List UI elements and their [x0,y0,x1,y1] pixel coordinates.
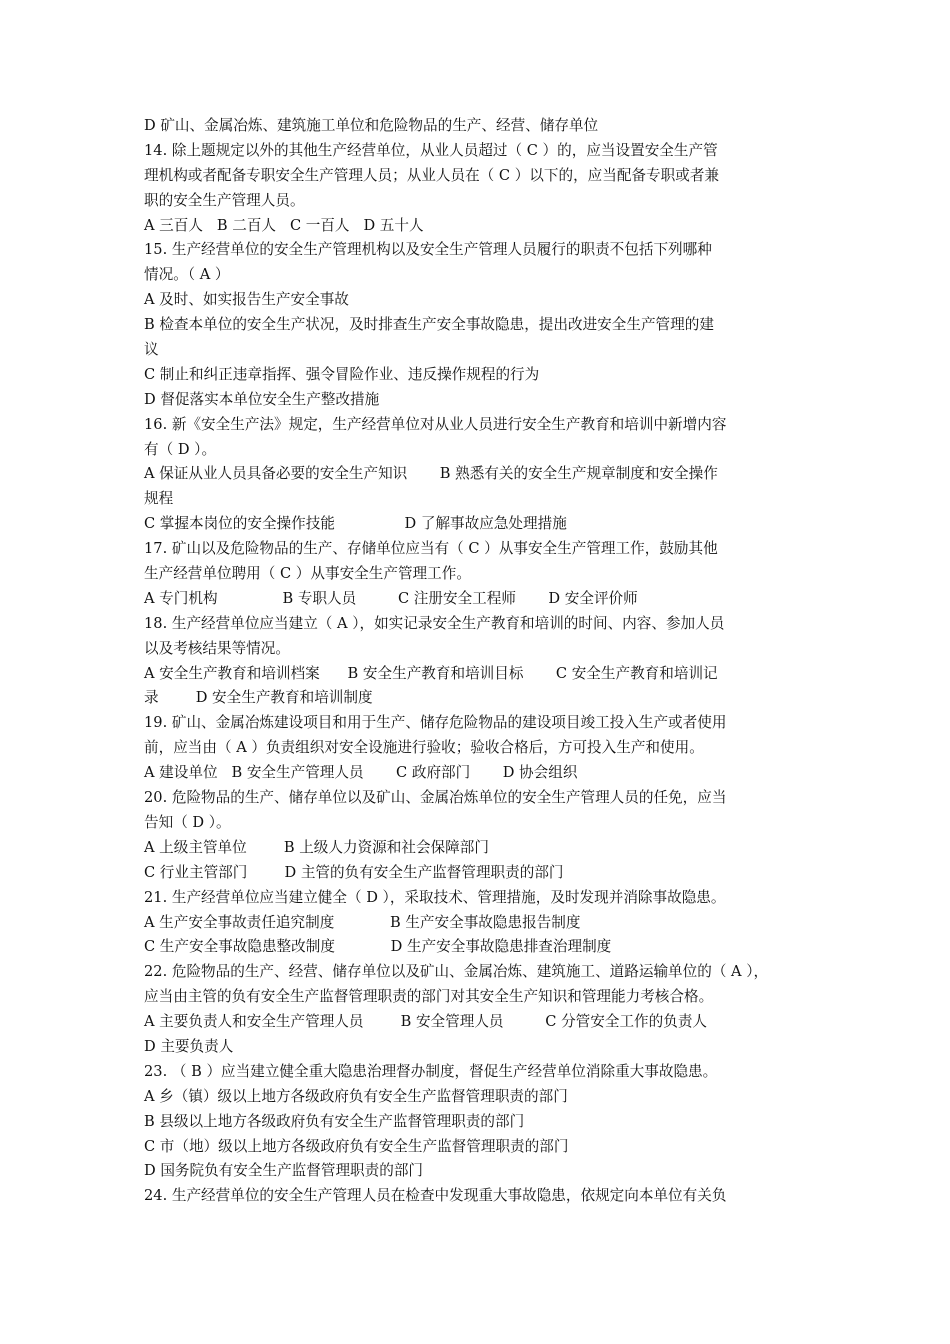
text-line: 应当由主管的负有安全生产监督管理职责的部门对其安全生产知识和管理能力考核合格。 [144,988,714,1006]
text-line: 告知（ D ）。 [144,813,231,831]
text-line: C 行业主管部门 D 主管的负有安全生产监督管理职责的部门 [144,863,564,881]
text-line: 15. 生产经营单位的安全生产管理机构以及安全生产管理人员履行的职责不包括下列哪种 [144,241,712,259]
text-line: A 安全生产教育和培训档案 B 安全生产教育和培训目标 C 安全生产教育和培训记 [144,664,718,682]
text-line: 14. 除上题规定以外的其他生产经营单位，从业人员超过（ C ）的，应当设置安全生产管 [144,141,718,159]
text-line: A 上级主管单位 B 上级人力资源和社会保障部门 [144,838,489,856]
text-line: 议 [144,341,159,359]
text-line: D 督促落实本单位安全生产整改措施 [144,390,380,408]
text-line: A 乡（镇）级以上地方各级政府负有安全生产监督管理职责的部门 [144,1087,568,1105]
text-line: 规程 [144,490,174,508]
text-line: 理机构或者配备专职安全生产管理人员；从业人员在（ C ）以下的，应当配备专职或者兼 [144,166,720,184]
text-line: A 及时、如实报告生产安全事故 [144,291,349,309]
text-line: B 检查本单位的安全生产状况，及时排查生产安全事故隐患，提出改进安全生产管理的建 [144,316,714,334]
text-line: C 掌握本岗位的安全操作技能 D 了解事故应急处理措施 [144,515,567,533]
text-line: B 县级以上地方各级政府负有安全生产监督管理职责的部门 [144,1112,525,1130]
text-line: 录 D 安全生产教育和培训制度 [144,689,373,707]
text-line: 17. 矿山以及危险物品的生产、存储单位应当有（ C ）从事安全生产管理工作，鼓励其他 [144,540,718,558]
text-line: 职的安全生产管理人员。 [144,191,305,209]
text-line: A 主要负责人和安全生产管理人员 B 安全管理人员 C 分管安全工作的负责人 [144,1013,708,1031]
text-line: D 矿山、金属冶炼、建筑施工单位和危险物品的生产、经营、储存单位 [144,117,599,134]
text-line: 16. 新《安全生产法》规定，生产经营单位对从业人员进行安全生产教育和培训中新增内容 [144,415,727,433]
text-line: 22. 危险物品的生产、经营、储存单位以及矿山、金属冶炼、建筑施工、道路运输单位的（ A ）， [144,963,769,981]
text-line: C 市（地）级以上地方各级政府负有安全生产监督管理职责的部门 [144,1137,569,1155]
text-line: 21. 生产经营单位应当建立健全（ D ），采取技术、管理措施，及时发现并消除事故隐患。 [144,888,726,906]
text-line: 24. 生产经营单位的安全生产管理人员在检查中发现重大事故隐患，依规定向本单位有关负 [144,1187,727,1205]
text-line: A 生产安全事故责任追究制度 B 生产安全事故隐患报告制度 [144,913,581,931]
text-line: 生产经营单位聘用（ C ）从事安全生产管理工作。 [144,565,471,583]
text-line: A 专门机构 B 专职人员 C 注册安全工程师 D 安全评价师 [144,589,638,607]
text-line: 19. 矿山、金属冶炼建设项目和用于生产、储存危险物品的建设项目竣工投入生产或者使用 [144,714,727,732]
text-line: A 三百人 B 二百人 C 一百人 D 五十人 [144,216,424,234]
text-line: D 国务院负有安全生产监督管理职责的部门 [144,1162,424,1180]
text-line: 有（ D ）。 [144,440,217,458]
text-line: 情况。（ A ） [144,266,230,284]
text-line: 18. 生产经营单位应当建立（ A ），如实记录安全生产教育和培训的时间、内容、参加人员 [144,614,725,632]
text-line: A 建设单位 B 安全生产管理人员 C 政府部门 D 协会组织 [144,764,578,782]
text-line: D 主要负责人 [144,1037,234,1055]
text-line: 23. （ B ）应当建立健全重大隐患治理督办制度，督促生产经营单位消除重大事故隐患。 [144,1062,718,1080]
document-page [144,114,810,1209]
text-line: C 制止和纠正违章指挥、强令冒险作业、违反操作规程的行为 [144,365,540,383]
text-line: 20. 危险物品的生产、储存单位以及矿山、金属冶炼单位的安全生产管理人员的任免，应当 [144,789,727,807]
text-line: C 生产安全事故隐患整改制度 D 生产安全事故隐患排查治理制度 [144,938,612,956]
text-line: 前，应当由（ A ）负责组织对安全设施进行验收；验收合格后，方可投入生产和使用。 [144,739,704,757]
text-line: A 保证从业人员具备必要的安全生产知识 B 熟悉有关的安全生产规章制度和安全操作 [144,465,718,483]
text-line: 以及考核结果等情况。 [144,639,290,657]
